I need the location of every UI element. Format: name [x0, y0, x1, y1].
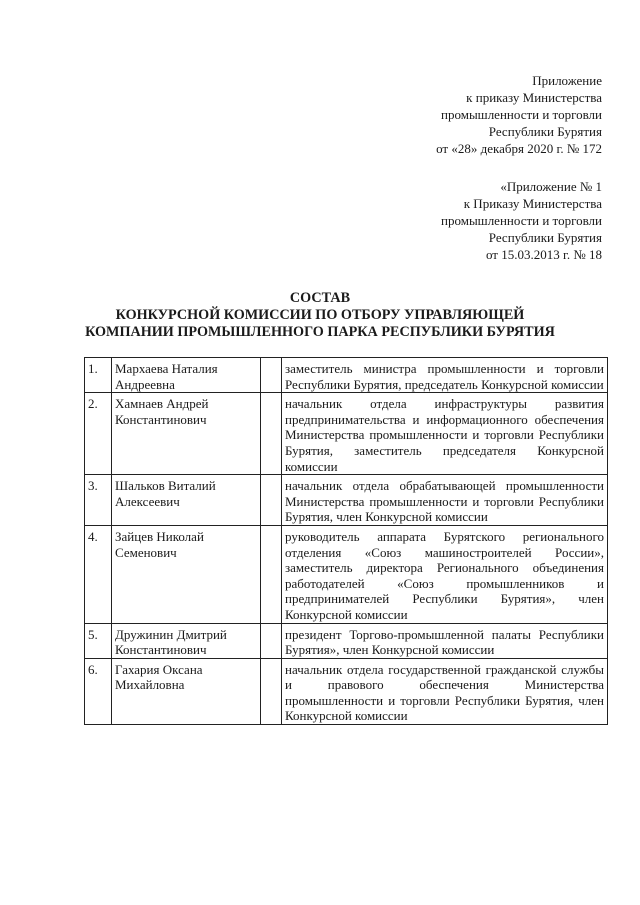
title-line-1: СОСТАВ	[289, 290, 351, 306]
member-name	[112, 658, 261, 724]
annex-line: промышленности и торговли	[441, 107, 602, 122]
member-role: заместитель министра промышленности и торговли Республики Бурятия, председатель Конкурсной комиссии	[282, 358, 608, 393]
member-name-line: Хамнаев Андрей	[115, 396, 209, 412]
member-name-line: Зайцев Николай	[115, 528, 204, 544]
member-name	[112, 393, 261, 475]
member-name-line: Мархаева Наталия	[115, 361, 218, 376]
member-role: начальник отдела инфраструктуры развития предпринимательства и информационного обеспечения Министерства промышленности и торговли Республики Бурятия, заместитель председателя Конкурсной комиссии	[282, 393, 608, 475]
member-name-line: Гахария Оксана	[115, 661, 203, 677]
empty-cell	[261, 525, 282, 623]
member-name-line: Константинович	[115, 411, 207, 427]
empty-cell	[261, 658, 282, 724]
annex-line: от «28» декабря 2020 г. № 172	[436, 141, 602, 156]
annex-line: Республики Бурятия	[488, 230, 602, 245]
annex-header-current	[436, 72, 602, 157]
row-number: 4.	[85, 525, 112, 623]
table-row	[85, 623, 608, 658]
member-name-line: Алексеевич	[115, 493, 180, 509]
annex-line: к приказу Министерства	[466, 90, 602, 105]
table-row	[85, 525, 608, 623]
table-row	[85, 393, 608, 475]
row-number: 6.	[85, 658, 112, 724]
table-row	[85, 358, 608, 393]
member-name-line: Дружинин Дмитрий	[115, 626, 227, 642]
row-number: 3.	[85, 475, 112, 526]
member-name	[112, 525, 261, 623]
document-title	[0, 290, 640, 341]
empty-cell	[261, 393, 282, 475]
row-number: 1.	[85, 358, 112, 393]
empty-cell	[261, 475, 282, 526]
member-role: руководитель аппарата Бурятского регионального отделения «Союз машиностроителей России», заместитель директора Регионального объединения работодателей «Союз промышленников и предпринимателей Республики Бурятия», член Конкурсной комиссии	[282, 525, 608, 623]
annex-line: «Приложение № 1	[500, 179, 602, 194]
table-row	[85, 658, 608, 724]
member-name	[112, 623, 261, 658]
member-name-line: Семенович	[115, 544, 177, 560]
member-name-line: Андреевна	[115, 376, 175, 392]
annex-header-previous	[441, 178, 602, 263]
title-line-3: КОМПАНИИ ПРОМЫШЛЕННОГО ПАРКА РЕСПУБЛИКИ БУРЯТИЯ	[85, 324, 555, 340]
annex-line: промышленности и торговли	[441, 213, 602, 228]
table-row	[85, 475, 608, 526]
empty-cell	[261, 358, 282, 393]
member-name-line: Константинович	[115, 642, 207, 658]
member-name-line: Михайловна	[115, 677, 185, 693]
row-number: 5.	[85, 623, 112, 658]
member-role: начальник отдела государственной гражданской службы и правового обеспечения Министерства промышленности и торговли Республики Бурятия, член Конкурсной комиссии	[282, 658, 608, 724]
annex-line: Приложение	[532, 73, 602, 88]
title-line-2: КОНКУРСНОЙ КОМИССИИ ПО ОТБОРУ УПРАВЛЯЮЩЕЙ	[115, 307, 525, 323]
member-name	[112, 475, 261, 526]
annex-line: к Приказу Министерства	[463, 196, 602, 211]
annex-line: Республики Бурятия	[488, 124, 602, 139]
member-role: начальник отдела обрабатывающей промышленности Министерства промышленности и торговли Республики Бурятия, член Конкурсной комиссии	[282, 475, 608, 526]
member-name-line: Шальков Виталий	[115, 478, 216, 494]
row-number: 2.	[85, 393, 112, 475]
commission-members-table	[84, 357, 608, 725]
member-name	[112, 358, 261, 393]
member-role: президент Торгово-промышленной палаты Республики Бурятия», член Конкурсной комиссии	[282, 623, 608, 658]
empty-cell	[261, 623, 282, 658]
annex-line: от 15.03.2013 г. № 18	[485, 247, 602, 262]
